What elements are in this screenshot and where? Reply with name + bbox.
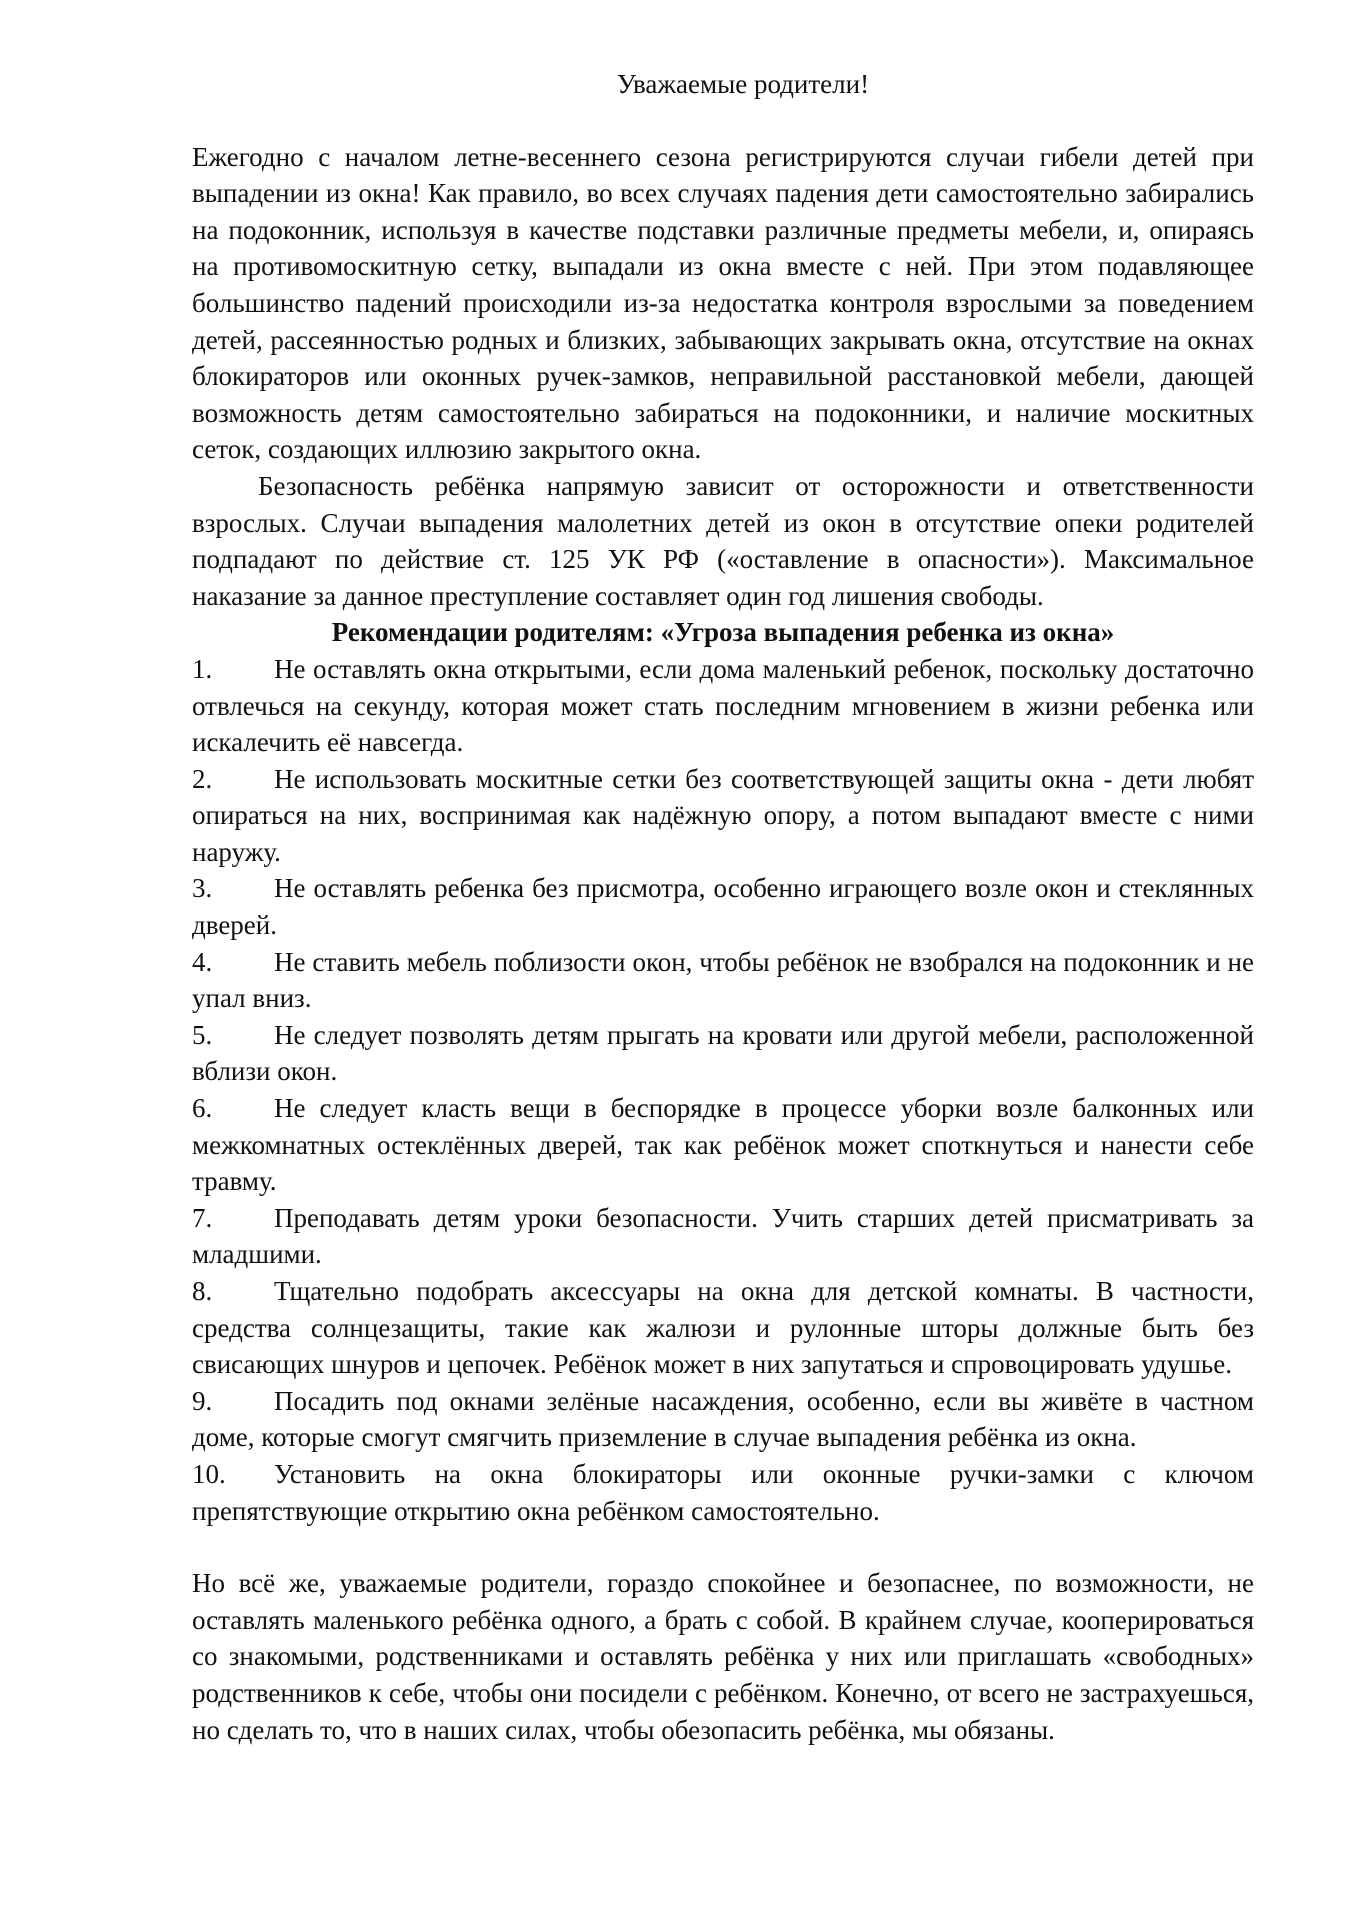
list-item-text: Тщательно подобрать аксессуары на окна для детской комнаты. В частности, средства солнцезащиты, такие как жалюзи и рулонные шторы должные быть без свисающих шнуров и цепочек. Ребёнок может в них запутаться и спровоцировать удушье.	[192, 1276, 1254, 1380]
list-item-number: 2.	[192, 763, 213, 794]
list-item	[192, 761, 1254, 871]
list-item-number: 10.	[192, 1458, 226, 1489]
recommendations-list	[192, 651, 1254, 1529]
intro-paragraph: Ежегодно с началом летне-весеннего сезона регистрируются случаи гибели детей при выпадении из окна! Как правило, во всех случаях падения дети самостоятельно забирались на подоконник, используя в качестве подставки различные предметы мебели, и, опираясь на противомоскитную сетку, выпадали из окна вместе с ней. При этом подавляющее большинство падений происходили из-за недостатка контроля взрослыми за поведением детей, рассеянностью родных и близких, забывающих закрывать окна, отсутствие на окнах блокираторов или оконных ручек-замков, неправильной расстановкой мебели, дающей возможность детям самостоятельно забираться на подоконники, и наличие москитных сеток, создающих иллюзию закрытого окна.	[192, 141, 1254, 465]
list-item	[192, 1273, 1254, 1383]
list-item-text: Не использовать москитные сетки без соответствующей защиты окна - дети любят опираться на них, воспринимая как надёжную опору, а потом выпадают вместе с ними наружу.	[192, 763, 1254, 867]
list-item	[192, 1017, 1254, 1090]
list-item	[192, 651, 1254, 761]
list-item-text: Не следует позволять детям прыгать на кровати или другой мебели, расположенной вблизи окон.	[192, 1019, 1254, 1087]
list-item	[192, 944, 1254, 1017]
list-item-text: Посадить под окнами зелёные насаждения, особенно, если вы живёте в частном доме, которые смогут смягчить приземление в случае выпадения ребёнка из окна.	[192, 1385, 1254, 1453]
list-item	[192, 1456, 1254, 1529]
list-item-number: 3.	[192, 873, 213, 904]
list-item-number: 8.	[192, 1276, 213, 1306]
list-item-text: Не оставлять ребенка без присмотра, особенно играющего возле окон и стеклянных дверей.	[192, 873, 1254, 941]
list-item-number: 6.	[192, 1093, 213, 1124]
list-item-text: Не следует класть вещи в беспорядке в процессе уборки возле балконных или межкомнатных остеклённых дверей, так как ребёнок может споткнуться и нанести себе травму.	[192, 1093, 1254, 1197]
list-item-text: Не оставлять окна открытыми, если дома маленький ребенок, поскольку достаточно отвлечься на секунду, которая может стать последним мгновением в жизни ребенка или искалечить её навсегда.	[192, 653, 1254, 758]
list-item-number: 9.	[192, 1385, 213, 1416]
document-body	[192, 66, 1254, 1748]
list-item	[192, 870, 1254, 943]
recommendations-heading: Рекомендации родителям: «Угроза выпадения ребенка из окна»	[331, 617, 1115, 648]
list-item	[192, 1200, 1254, 1273]
list-item-number: 4.	[192, 946, 213, 977]
list-item-text: Преподавать детям уроки безопасности. Учить старших детей присматривать за младшими.	[192, 1202, 1254, 1270]
list-item-number: 5.	[192, 1019, 213, 1050]
list-item-number: 1.	[192, 653, 213, 684]
responsibility-paragraph: Безопасность ребёнка напрямую зависит от осторожности и ответственности взрослых. Случаи выпадения малолетних детей из окон в отсутствие опеки родителей подпадают по действие ст. 125 УК РФ («оставление в опасности»). Максимальное наказание за данное преступление составляет один год лишения свободы.	[192, 470, 1254, 611]
list-item-number: 7.	[192, 1202, 213, 1233]
closing-paragraph: Но всё же, уважаемые родители, гораздо спокойнее и безопаснее, по возможности, не оставлять маленького ребёнка одного, а брать с собой. В крайнем случае, кооперироваться со знакомыми, родственниками и оставлять ребёнка у них или приглашать «свободных» родственников к себе, чтобы они посидели с ребёнком. Конечно, от всего не застрахуешься, но сделать то, что в наших силах, чтобы обезопасить ребёнка, мы обязаны.	[192, 1568, 1254, 1745]
list-item-text: Установить на окна блокираторы или оконные ручки-замки с ключом препятствующие открытию окна ребёнком самостоятельно.	[192, 1458, 1254, 1526]
list-item	[192, 1090, 1254, 1200]
page-title: Уважаемые родители!	[616, 69, 870, 99]
list-item	[192, 1383, 1254, 1456]
list-item-text: Не ставить мебель поблизости окон, чтобы ребёнок не взобрался на подоконник и не упал вниз.	[192, 946, 1254, 1014]
